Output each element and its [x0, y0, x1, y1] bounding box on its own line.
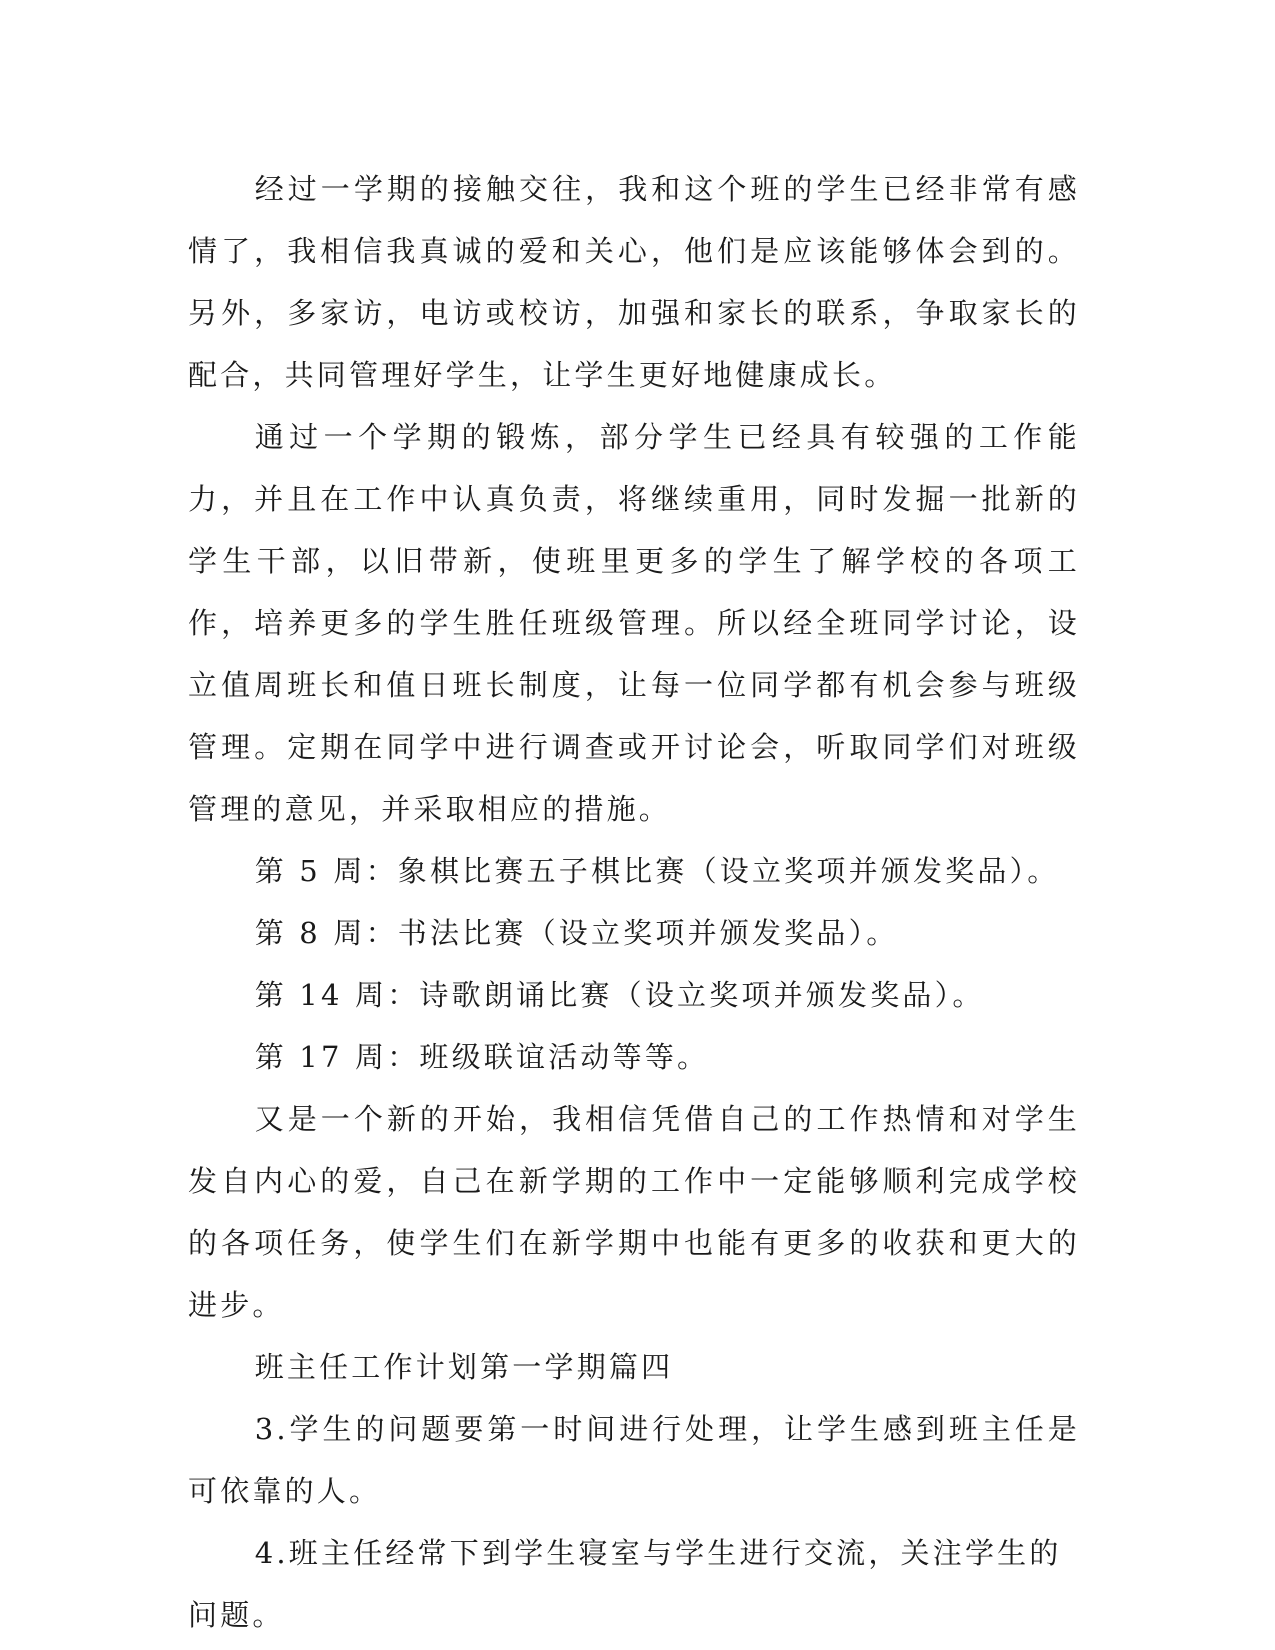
paragraph-new-beginning: 又是一个新的开始，我相信凭借自己的工作热情和对学生发自内心的爱，自己在新学期的工作中一定能够顺利完成学校的各项任务，使学生们在新学期中也能有更多的收获和更大的进步。 — [188, 1102, 1080, 1322]
schedule-week-8: 第 8 周：书法比赛（设立奖项并颁发奖品）。 — [254, 916, 899, 950]
schedule-week-14: 第 14 周：诗歌朗诵比赛（设立奖项并颁发奖品）。 — [254, 978, 985, 1012]
schedule-week-17: 第 17 周：班级联谊活动等等。 — [254, 1040, 710, 1074]
paragraph-class-relationship: 经过一学期的接触交往，我和这个班的学生已经非常有感情了，我相信我真诚的爱和关心，他们是应该能够体会到的。另外，多家访，电访或校访，加强和家长的联系，争取家长的配合，共同管理好学生，让学生更好地健康成长。 — [188, 172, 1080, 392]
schedule-week-5: 第 5 周：象棋比赛五子棋比赛（设立奖项并颁发奖品）。 — [254, 854, 1060, 888]
document-body — [188, 158, 1080, 1646]
paragraph-student-cadres: 通过一个学期的锻炼，部分学生已经具有较强的工作能力，并且在工作中认真负责，将继续重用，同时发掘一批新的学生干部，以旧带新，使班里更多的学生了解学校的各项工作，培养更多的学生胜任班级管理。所以经全班同学讨论，设立值周班长和值日班长制度，让每一位同学都有机会参与班级管理。定期在同学中进行调查或开讨论会，听取同学们对班级管理的意见，并采取相应的措施。 — [188, 420, 1080, 826]
section-heading: 班主任工作计划第一学期篇四 — [254, 1350, 674, 1384]
list-item-3: 3.学生的问题要第一时间进行处理，让学生感到班主任是可依靠的人。 — [188, 1412, 1080, 1508]
list-item-4: 4.班主任经常下到学生寝室与学生进行交流，关注学生的问题。 — [188, 1536, 1062, 1632]
